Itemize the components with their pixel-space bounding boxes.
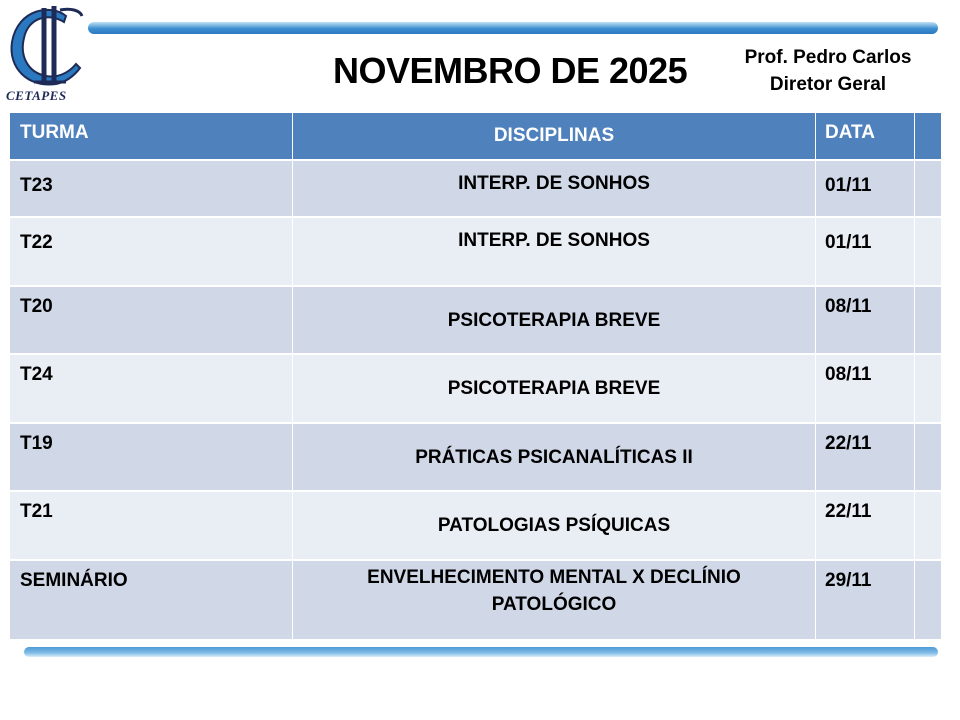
- table-row: [10, 561, 941, 639]
- top-decorative-bar: [88, 22, 938, 34]
- extra-cell: [915, 355, 941, 422]
- disciplina-cell: PSICOTERAPIA BREVE: [293, 355, 815, 422]
- extra-cell: [915, 161, 941, 216]
- data-cell: 22/11: [816, 424, 914, 490]
- turma-cell: SEMINÁRIO: [10, 561, 292, 639]
- column-header-disciplinas: DISCIPLINAS: [293, 113, 815, 159]
- data-cell: 01/11: [816, 161, 914, 216]
- page-title: NOVEMBRO DE 2025: [333, 50, 688, 91]
- data-cell: 08/11: [816, 287, 914, 353]
- turma-cell: T19: [10, 424, 292, 490]
- extra-cell: [915, 492, 941, 559]
- table-row: [10, 287, 941, 353]
- table-row: [10, 492, 941, 559]
- extra-cell: [915, 218, 941, 285]
- extra-cell: [915, 561, 941, 639]
- logo-wordmark: CETAPES: [6, 88, 67, 103]
- data-cell: 01/11: [816, 218, 914, 285]
- column-header-data: DATA: [816, 113, 914, 159]
- data-cell: 22/11: [816, 492, 914, 559]
- turma-cell: T20: [10, 287, 292, 353]
- turma-cell: T22: [10, 218, 292, 285]
- turma-cell: T21: [10, 492, 292, 559]
- disciplina-cell: PSICOTERAPIA BREVE: [293, 287, 815, 353]
- director-block: [727, 44, 929, 98]
- bottom-decorative-bar: [24, 647, 938, 657]
- turma-cell: T23: [10, 161, 292, 216]
- column-header-extra: [915, 113, 941, 159]
- director-role: Diretor Geral: [769, 74, 887, 95]
- table-row: [10, 161, 941, 216]
- disciplina-cell: INTERP. DE SONHOS: [293, 161, 815, 216]
- data-cell: 29/11: [816, 561, 914, 639]
- schedule-table: [10, 113, 941, 639]
- table-header-row: [10, 113, 941, 159]
- disciplina-cell: INTERP. DE SONHOS: [293, 218, 815, 285]
- table-row: [10, 218, 941, 285]
- turma-cell: T24: [10, 355, 292, 422]
- extra-cell: [915, 287, 941, 353]
- data-cell: 08/11: [816, 355, 914, 422]
- table-row: [10, 355, 941, 422]
- table-row: [10, 424, 941, 490]
- disciplina-cell: PRÁTICAS PSICANALÍTICAS II: [293, 424, 815, 490]
- disciplina-cell: PATOLOGIAS PSÍQUICAS: [293, 492, 815, 559]
- extra-cell: [915, 424, 941, 490]
- disciplina-cell: ENVELHECIMENTO MENTAL X DECLÍNIO PATOLÓGICO: [293, 561, 815, 639]
- column-header-turma: TURMA: [10, 113, 292, 159]
- director-name: Prof. Pedro Carlos: [744, 47, 912, 68]
